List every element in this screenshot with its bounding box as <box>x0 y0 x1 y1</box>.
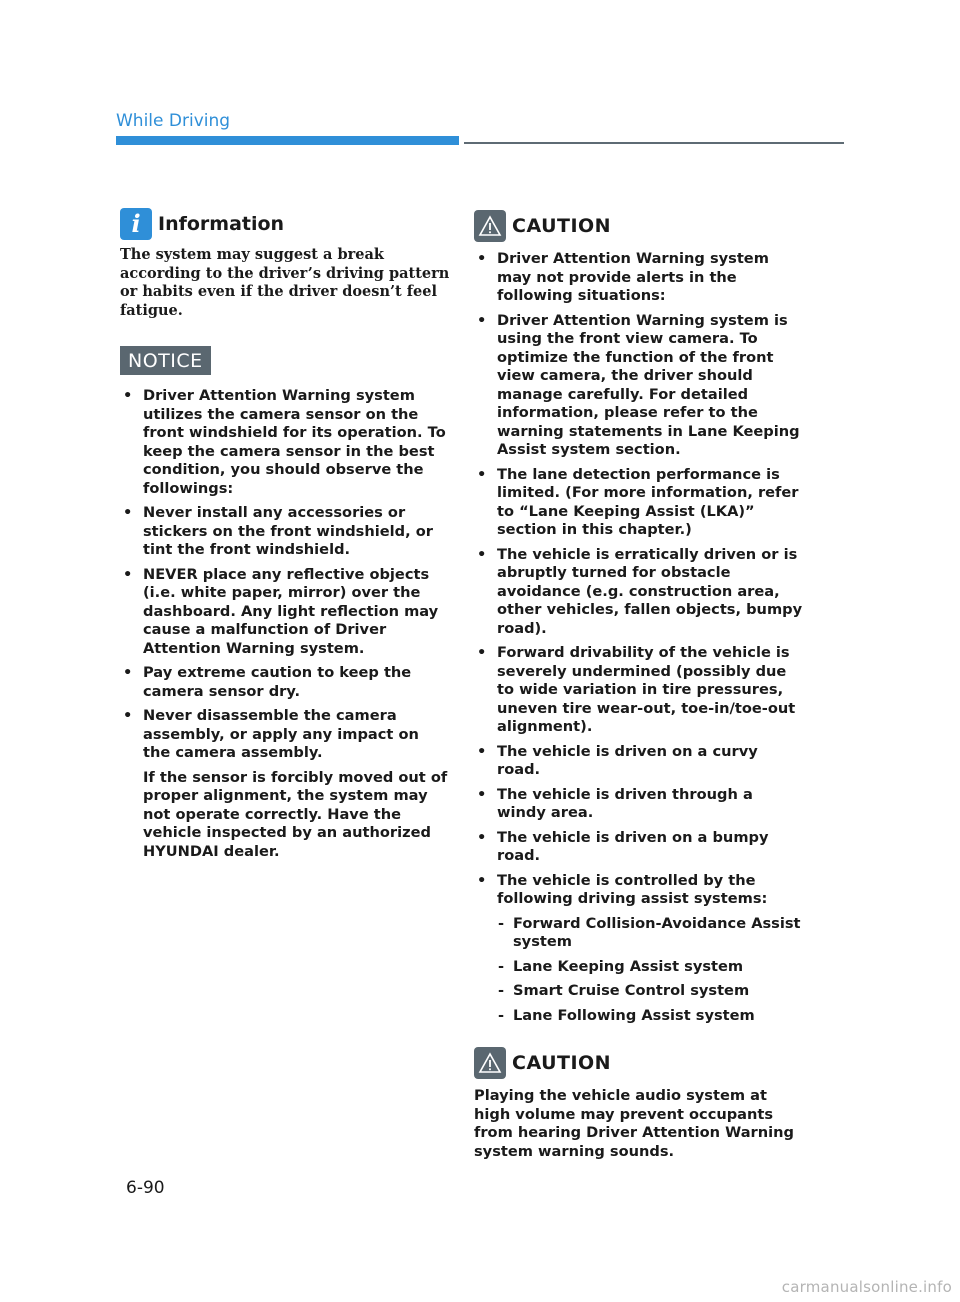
information-heading <box>120 208 450 240</box>
notice-item-text: Never disassemble the camera assembly, or apply any impact on the camera assembly. <box>143 707 419 761</box>
section-title: While Driving <box>116 111 231 131</box>
notice-item: • Never install any accessories or stickers on the front windshield, or tint the front windshield. <box>120 504 450 560</box>
assist-system-item: - Smart Cruise Control system <box>497 982 804 1001</box>
caution-item: • Driver Attention Warning system is using the front view camera. To optimize the function of the front view camera, the driver should manage carefully. For detailed information, please refer to the warning statements in Lane Keeping Assist system section. <box>474 312 804 460</box>
header-rule-gray <box>464 142 844 144</box>
assist-system-item: - Lane Following Assist system <box>497 1007 804 1026</box>
caution-item: • The vehicle is driven through a windy area. <box>474 786 804 823</box>
information-text: The system may suggest a break according to the driver’s driving pattern or habits even if the driver doesn’t feel fatigue. <box>120 246 450 319</box>
caution-item: • The lane detection performance is limited. (For more information, refer to “Lane Keeping Assist (LKA)” section in this chapter.) <box>474 466 804 540</box>
caution-title: CAUTION <box>512 215 612 237</box>
assist-systems-list <box>497 915 804 1026</box>
notice-item: • NEVER place any reflective objects (i.e. white paper, mirror) over the dashboard. Any light reflection may cause a malfunction of Driver Attention Warning system. <box>120 566 450 659</box>
caution-list <box>474 250 804 1025</box>
notice-item: • Driver Attention Warning system utilizes the camera sensor on the front windshield for its operation. To keep the camera sensor in the best condition, you should observe the followings: <box>120 387 450 498</box>
notice-item: • Pay extreme caution to keep the camera sensor dry. <box>120 664 450 701</box>
caution-heading <box>474 1047 804 1079</box>
caution-item: • The vehicle is driven on a bumpy road. <box>474 829 804 866</box>
notice-list <box>120 387 450 861</box>
information-title: Information <box>158 213 285 235</box>
caution-heading <box>474 210 804 242</box>
warning-triangle-icon <box>474 1047 506 1079</box>
notice-followup: If the sensor is forcibly moved out of proper alignment, the system may not operate correctly. Have the vehicle inspected by an authorized HYUNDAI dealer. <box>143 768 448 860</box>
assist-system-item: - Lane Keeping Assist system <box>497 958 804 977</box>
left-column <box>120 208 450 867</box>
caution-title: CAUTION <box>512 1052 612 1074</box>
caution-item: • The vehicle is driven on a curvy road. <box>474 743 804 780</box>
header-rule-blue <box>116 136 459 145</box>
warning-triangle-icon <box>474 210 506 242</box>
caution-item-text: The vehicle is controlled by the following driving assist systems: <box>497 871 768 907</box>
information-icon: i <box>120 208 152 240</box>
assist-system-item: - Forward Collision-Avoidance Assist system <box>497 915 804 952</box>
page-number: 6-90 <box>126 1178 165 1198</box>
caution-item: • Forward drivability of the vehicle is severely undermined (possibly due to wide variation in tire pressures, uneven tire wear-out, toe-in/toe-out alignment). <box>474 644 804 737</box>
right-column <box>474 210 804 1161</box>
notice-item <box>120 707 450 861</box>
caution-item <box>474 872 804 1026</box>
caution-item: • The vehicle is erratically driven or is abruptly turned for obstacle avoidance (e.g. construction area, other vehicles, fallen objects, bumpy road). <box>474 546 804 639</box>
caution-text: Playing the vehicle audio system at high volume may prevent occupants from hearing Driver Attention Warning system warning sounds. <box>474 1087 794 1160</box>
notice-badge: NOTICE <box>120 346 211 375</box>
watermark: carmanualsonline.info <box>781 1278 952 1296</box>
caution-item: • Driver Attention Warning system may not provide alerts in the following situations: <box>474 250 804 306</box>
